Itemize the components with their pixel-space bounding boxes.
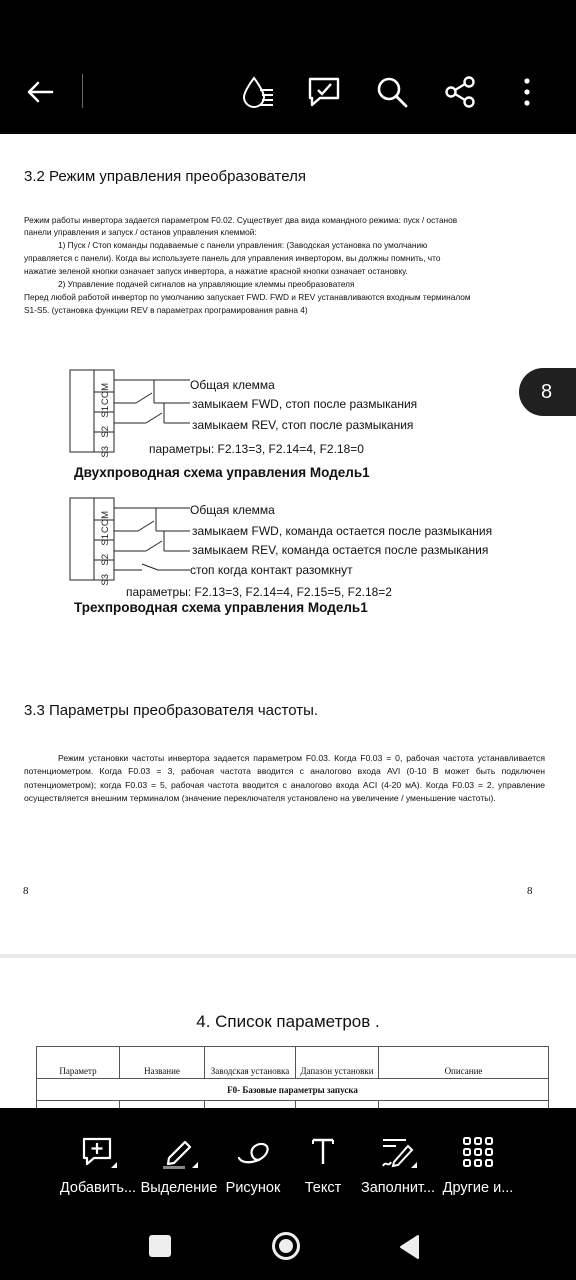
- terminal-label: COM: [100, 511, 111, 534]
- parameters-list-title: 4. Список параметров .: [196, 1012, 380, 1031]
- comment-icon[interactable]: [304, 72, 344, 112]
- intro-line: 1) Пуск / Стоп команды подаваемые с панели управления: (Заводская установка по умолчанию: [58, 240, 428, 250]
- tool-label: Выделение: [140, 1180, 218, 1196]
- three-wire-diagram: [66, 494, 196, 586]
- table-header: Название: [120, 1047, 205, 1079]
- diagram1-label: Общая клемма: [190, 378, 275, 392]
- diagram2-label: Общая клемма: [190, 503, 275, 517]
- diagram1-params: параметры: F2.13=3, F2.14=4, F2.18=0: [149, 442, 364, 456]
- page-number-right: 8: [527, 885, 533, 897]
- diagram2-label: замыкаем FWD, команда остается после размыкания: [192, 524, 493, 538]
- status-bar: [0, 0, 576, 50]
- bottom-toolbar: [0, 1108, 576, 1212]
- fill-sign-tool[interactable]: [356, 1108, 440, 1212]
- add-comment-icon: [78, 1132, 118, 1172]
- tool-label: Заполнит...: [360, 1180, 436, 1196]
- intro-line: управляется с панели). Когда вы используете панель для управления инвертором, вы должны помнить, что: [24, 253, 441, 263]
- intro-line: Перед любой работой инвертор по умолчанию запускает FWD. FWD и REV устанавливаются входным терминалом: [24, 292, 471, 302]
- section-32-title: 3.2 Режим управления преобразователя: [24, 168, 306, 185]
- add-comment-tool[interactable]: [56, 1108, 140, 1212]
- intro-line: S1-S5. (установка функции REV в параметрах програмирования равна 4): [24, 305, 308, 315]
- back-icon[interactable]: [398, 1234, 420, 1260]
- diagram1-label: замыкаем FWD, стоп после размыкания: [192, 397, 418, 411]
- tool-label: Рисунок: [225, 1180, 281, 1196]
- diagram2-label: замыкаем REV, команда остается после размыкания: [192, 543, 489, 557]
- appbar-divider: [82, 74, 83, 108]
- document-page: [0, 134, 576, 954]
- document-page-next: [0, 958, 576, 1108]
- share-icon[interactable]: [440, 72, 480, 112]
- back-arrow-icon[interactable]: [20, 72, 60, 112]
- terminal-label: S2: [100, 426, 111, 438]
- diagram1-title: Двухпроводная схема управления Модель1: [74, 465, 370, 480]
- text-icon: [303, 1132, 343, 1172]
- terminal-label: S1: [100, 534, 111, 546]
- tool-label: Добавить...: [59, 1180, 137, 1196]
- system-nav-bar: [0, 1212, 576, 1280]
- more-tools[interactable]: [436, 1108, 520, 1212]
- table-header: Дапазон установки: [296, 1047, 379, 1079]
- search-icon[interactable]: [372, 72, 412, 112]
- parameters-table: [36, 1046, 549, 1108]
- text-tool[interactable]: [281, 1108, 365, 1212]
- recents-icon[interactable]: [149, 1235, 171, 1257]
- intro-line: Режим работы инвертора задается параметром F0.02. Существует два вида командного режима: пуск / останов: [24, 215, 458, 225]
- highlight-tool[interactable]: [137, 1108, 221, 1212]
- more-icon[interactable]: [507, 72, 547, 112]
- section-33-text: Режим установки частоты инвертора задается параметром F0.03. Когда F0.03 = 0, рабочая частота устанавливается потенциометром. Когда F0.03 = 3, рабочая частота вводится с аналогово входа AVI (0-10 В может быть подключен потенциометром); когда F0.03 = 5, рабочая частота вводится с аналогово входа ACI (4-20 мА). Когда F0.03 = 2, управление осуществляется внешним терминалом (значение переключателя установлено на увеличение / уменьшение частоты).: [24, 753, 545, 803]
- diagram2-label: стоп когда контакт разомкнут: [190, 563, 353, 577]
- section-33-title: 3.3 Параметры преобразователя частоты.: [24, 702, 319, 719]
- table-header: Параметр: [37, 1047, 120, 1079]
- app-bar: [0, 50, 576, 134]
- intro-line: 2) Управление подачей сигналов на управляющие клеммы преобразователя: [58, 279, 355, 289]
- read-mode-icon[interactable]: [238, 72, 278, 112]
- diagram2-title: Трехпроводная схема управления Модель1: [74, 600, 368, 615]
- tool-label: Текст: [304, 1180, 342, 1196]
- fill-sign-icon: [378, 1132, 418, 1172]
- page-indicator-badge[interactable]: 8: [519, 368, 576, 416]
- terminal-label: COM: [100, 383, 111, 406]
- terminal-label: S1: [100, 406, 111, 418]
- diagram1-label: замыкаем REV, стоп после размыкания: [192, 418, 414, 432]
- table-header: Описание: [379, 1047, 549, 1079]
- tool-label: Другие и...: [442, 1180, 514, 1196]
- table-group-row: F0- Базовые параметры запуска: [37, 1079, 549, 1101]
- more-tools-icon: [458, 1132, 498, 1172]
- highlight-pen-icon: [159, 1132, 199, 1172]
- intro-line: панели управления и запуск / останов управления клеммой:: [24, 227, 257, 237]
- draw-icon: [233, 1132, 273, 1172]
- terminal-label: S3: [100, 446, 111, 458]
- diagram2-params: параметры: F2.13=3, F2.14=4, F2.15=5, F2.18=2: [126, 585, 392, 599]
- table-header: Заводская установка: [205, 1047, 296, 1079]
- intro-line: нажатие зеленой кнопки означает запуск инвертора, а нажатие красной кнопки означает остановку.: [24, 266, 408, 276]
- home-icon[interactable]: [272, 1232, 300, 1260]
- terminal-label: S2: [100, 554, 111, 566]
- page-number-left: 8: [23, 885, 29, 897]
- terminal-label: S3: [100, 574, 111, 586]
